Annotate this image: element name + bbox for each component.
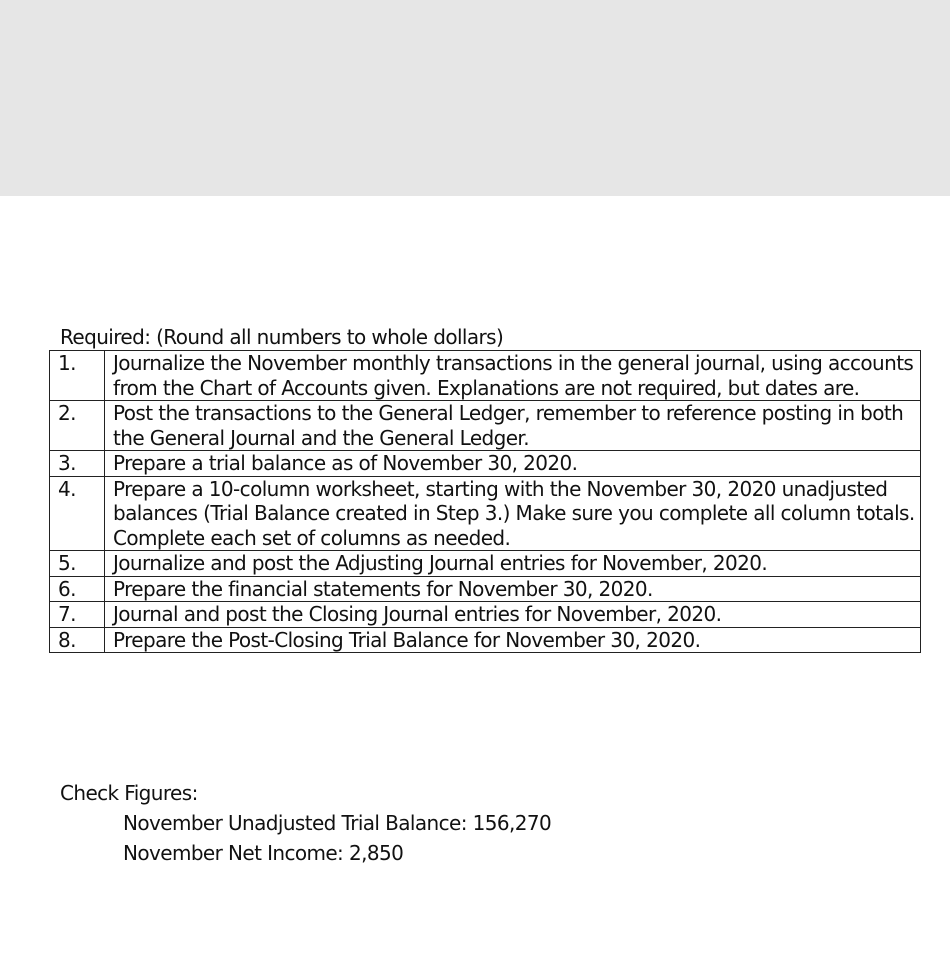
item-number: 6. [50, 576, 105, 602]
table-row [50, 551, 921, 577]
table-row [50, 576, 921, 602]
item-text: Journal and post the Closing Journal entries for November, 2020. [105, 602, 921, 628]
item-text: Post the transactions to the General Ledger, remember to reference posting in both the General Journal and the General Ledger. [105, 401, 921, 451]
item-text: Journalize and post the Adjusting Journal entries for November, 2020. [105, 551, 921, 577]
gray-header-band [0, 0, 950, 196]
table-row [50, 476, 921, 551]
table-row [50, 627, 921, 653]
item-number: 5. [50, 551, 105, 577]
item-text: Prepare a trial balance as of November 30, 2020. [105, 451, 921, 477]
table-row [50, 351, 921, 401]
check-figures-heading: Check Figures: [60, 781, 198, 805]
table-row [50, 401, 921, 451]
item-number: 3. [50, 451, 105, 477]
item-text: Prepare a 10-column worksheet, starting with the November 30, 2020 unadjusted balances (Trial Balance created in Step 3.) Make sure you complete all column totals. Complete each set of columns as needed. [105, 476, 921, 551]
item-number: 8. [50, 627, 105, 653]
table-row [50, 602, 921, 628]
item-number: 7. [50, 602, 105, 628]
item-number: 2. [50, 401, 105, 451]
requirements-table [49, 350, 921, 653]
table-row [50, 451, 921, 477]
item-number: 1. [50, 351, 105, 401]
required-heading: Required: (Round all numbers to whole dollars) [60, 325, 504, 349]
check-figure-net-income: November Net Income: 2,850 [123, 841, 404, 865]
item-text: Journalize the November monthly transactions in the general journal, using accounts from the Chart of Accounts given. Explanations are not required, but dates are. [105, 351, 921, 401]
item-number: 4. [50, 476, 105, 551]
item-text: Prepare the Post-Closing Trial Balance for November 30, 2020. [105, 627, 921, 653]
check-figure-trial-balance: November Unadjusted Trial Balance: 156,270 [123, 811, 552, 835]
item-text: Prepare the financial statements for November 30, 2020. [105, 576, 921, 602]
